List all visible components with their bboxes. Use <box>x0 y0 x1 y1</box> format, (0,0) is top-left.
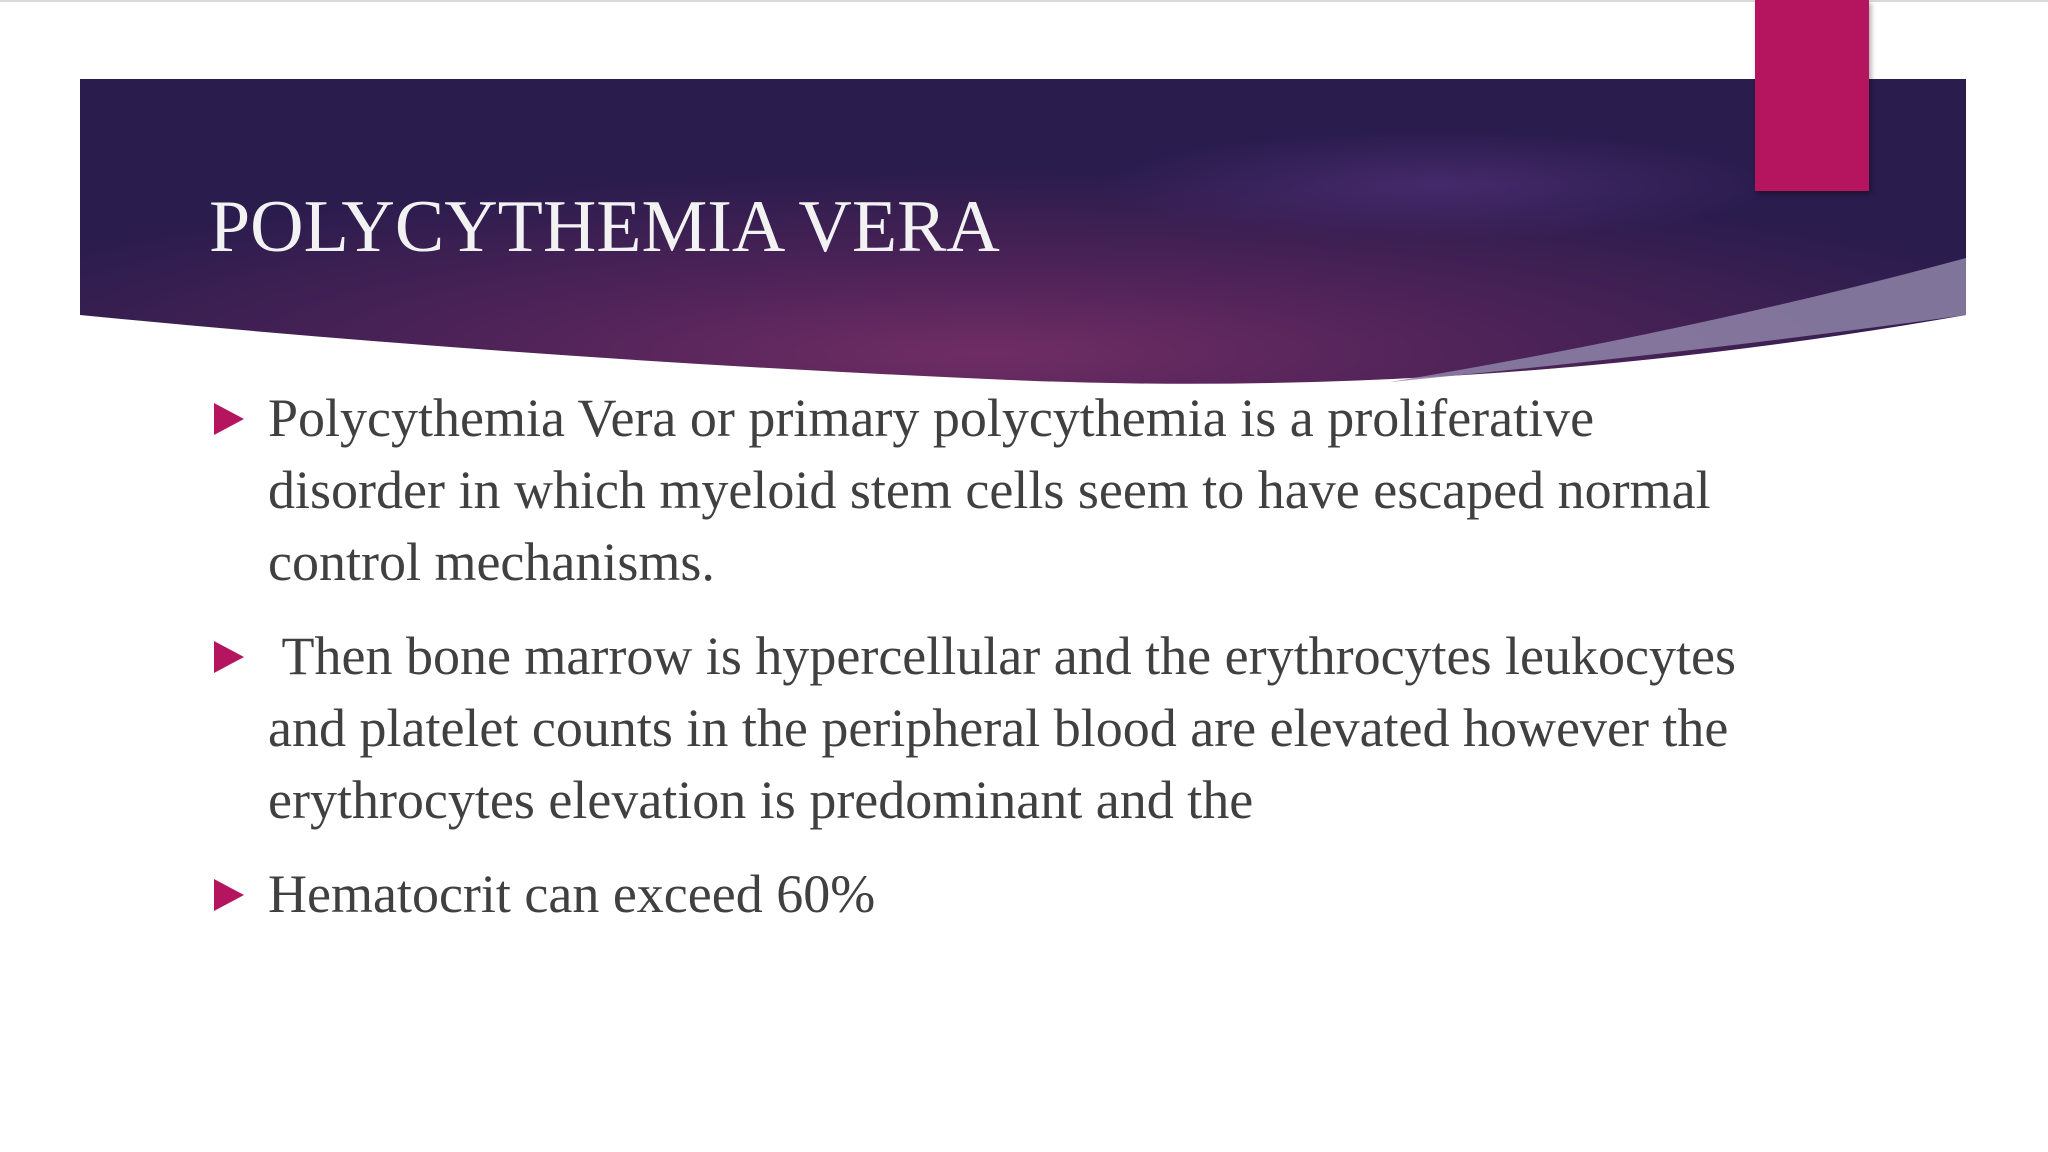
bullet-text: Polycythemia Vera or primary polycythemia is a proliferative disorder in which myeloid stem cells seem to have escaped normal control mechanisms. <box>268 388 1711 592</box>
slide-title: POLYCYTHEMIA VERA <box>209 186 1000 268</box>
triangle-right-icon <box>214 641 244 673</box>
bullet-list <box>210 382 1750 952</box>
bullet-text: Then bone marrow is hypercellular and the erythrocytes leukocytes and platelet counts in the peripheral blood are elevated however the erythrocytes elevation is predominant and the <box>268 626 1750 830</box>
bullet-item <box>210 620 1750 836</box>
bullet-item <box>210 382 1750 598</box>
accent-tab <box>1755 0 1869 191</box>
triangle-right-icon <box>214 403 244 435</box>
bullet-item <box>210 858 1750 930</box>
triangle-right-icon <box>214 879 244 911</box>
bullet-text: Hematocrit can exceed 60% <box>268 864 876 924</box>
